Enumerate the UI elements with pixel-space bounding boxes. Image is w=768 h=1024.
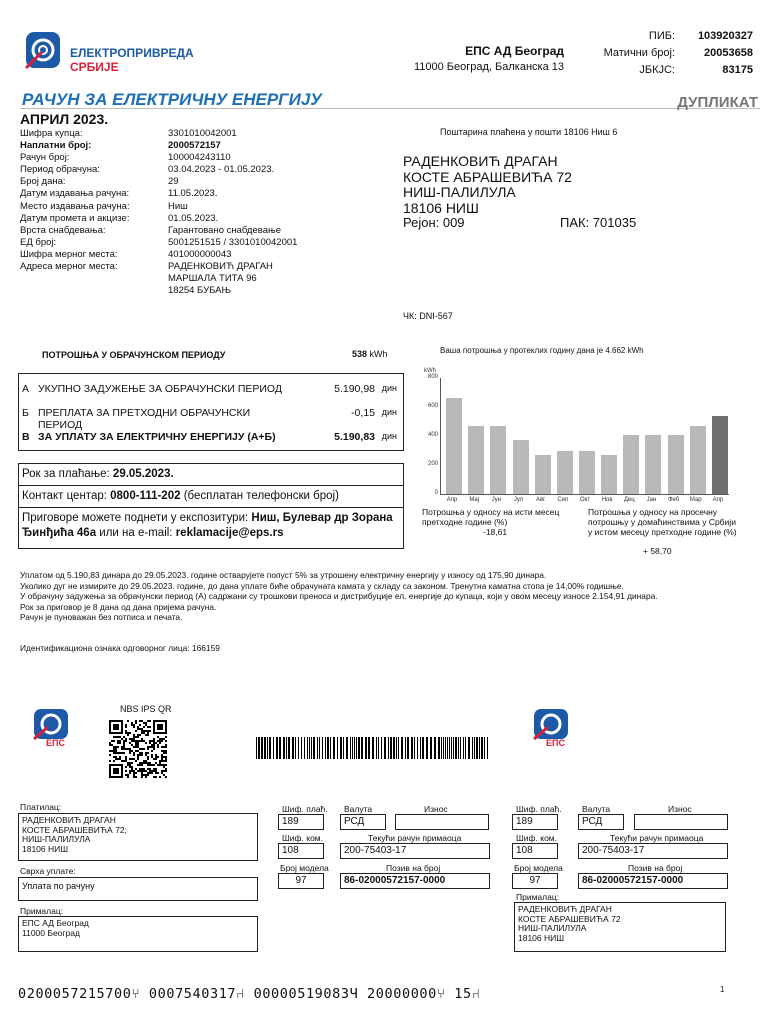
due-date: 29.05.2023.	[112, 468, 174, 480]
reference-field[interactable]: 86-02000572157-0000	[340, 873, 490, 889]
chart-y-tick: 0	[434, 490, 438, 496]
amount-field[interactable]	[395, 814, 489, 830]
chart-x-tick: Мар	[689, 497, 702, 503]
chart-y-tick: 400	[427, 432, 438, 438]
chart-bar	[601, 455, 617, 494]
qr-label: NBS IPS QR	[120, 704, 172, 714]
chart-bar	[579, 451, 595, 495]
detail-row	[20, 261, 297, 273]
detail-value: РАДЕНКОВИЋ ДРАГАН	[168, 261, 273, 273]
chart-bar	[645, 435, 661, 494]
eps-logo	[24, 28, 64, 72]
region: Рејон: 009	[403, 215, 465, 230]
detail-value: 100004243110	[168, 152, 231, 164]
receiver-line: ЕПС АД Београд	[22, 918, 89, 928]
detail-row	[20, 249, 297, 261]
currency-label-right: Валута	[582, 804, 611, 814]
detail-row	[20, 176, 297, 188]
chart-y-tick: 800	[427, 374, 438, 380]
chart-bar	[623, 435, 639, 494]
recipient-line2: КОСТЕ АБРАШЕВИЋА 72	[403, 168, 572, 185]
detail-value: Ниш	[168, 200, 188, 212]
consumption-chart	[418, 366, 730, 508]
chart-bar	[513, 440, 529, 494]
detail-row	[20, 188, 297, 200]
model-code-label-right: Шиф. ком.	[516, 833, 558, 843]
payer-box[interactable]	[18, 813, 258, 861]
detail-row	[20, 164, 297, 176]
payer-line: КОСТЕ АБРАШЕВИЋА 72;	[22, 824, 127, 835]
receiver-label: Прималац:	[20, 906, 64, 916]
company-ids	[575, 28, 753, 79]
model-field[interactable]: 97	[278, 873, 324, 889]
payer-line: РАДЕНКОВИЋ ДРАГАН	[22, 815, 116, 825]
note-line: Рачун је пуноважан без потписа и печата.	[20, 612, 183, 622]
compare-left-text: Потрошња у односу на исти месец претходне године (%)	[422, 507, 560, 527]
right-receiver-line: РАДЕНКОВИЋ ДРАГАН	[518, 904, 612, 914]
complaint-place2: Ђинђића 46а	[22, 527, 97, 539]
chart-bar	[668, 435, 684, 494]
consumption-label: ПОТРОШЊА У ОБРАЧУНСКОМ ПЕРИОДУ	[42, 350, 226, 360]
summary-row-b	[19, 407, 403, 431]
detail-row	[20, 273, 297, 285]
chart-bar	[468, 426, 484, 494]
chart-plot-area	[427, 374, 729, 503]
right-receiver-line: 18106 НИШ	[518, 932, 565, 943]
detail-value: Гарантовано снабдевање	[168, 224, 281, 236]
account-label-right: Текући рачун примаоца	[610, 833, 704, 843]
detail-value: 29	[168, 176, 179, 188]
purpose-value: Уплата по рачуну	[22, 881, 95, 891]
detail-label: Адреса мерног места:	[20, 261, 118, 273]
detail-label: ЕД број:	[20, 236, 57, 248]
detail-row	[20, 152, 297, 164]
chart-x-tick: Апр	[446, 497, 458, 503]
detail-label: Наплатни број:	[20, 140, 92, 152]
contact-phone: 0800-111-202	[110, 490, 181, 502]
contact-label: Контакт центар:	[22, 490, 107, 502]
ocr-line: 0200057215700⑂ 0007540317⑁ 00000519083Ч 20000000⑂ 15⑁	[18, 986, 481, 1002]
note-line: Уплатом од 5.190,83 динара до 29.05.2023. године остварујете попуст 5% за утрошену електричну енергију у износу од 175,90 динара.	[20, 570, 547, 580]
model-field-right[interactable]: 97	[512, 873, 558, 889]
detail-value: 18254 БУБАЊ	[168, 285, 232, 297]
detail-value: 5001251515 / 3301010042001	[168, 236, 298, 248]
ck-code: ЧК: DNI-567	[403, 311, 453, 321]
currency-label: Валута	[344, 804, 373, 814]
consumption-unit: kWh	[369, 349, 388, 359]
chart-bar	[690, 426, 706, 494]
payer-line: НИШ-ПАЛИЛУЛА	[22, 834, 91, 844]
chart-x-tick: Јан	[646, 497, 657, 503]
payment-code-label: Шиф. плаћ.	[282, 804, 328, 814]
chart-x-tick: Дец	[623, 497, 635, 503]
complaint-mid: или на e-mail:	[99, 527, 173, 539]
summary-box	[18, 373, 404, 451]
summary-row-c	[19, 431, 403, 443]
payer-line: 18106 НИШ	[22, 843, 69, 854]
purpose-box[interactable]	[18, 877, 258, 901]
billing-month: АПРИЛ 2023.	[20, 111, 109, 127]
purpose-label: Сврха уплате:	[20, 866, 76, 876]
chart-x-tick: Феб	[667, 497, 680, 503]
detail-value: 2000572157	[168, 140, 221, 152]
chart-x-tick: Јул	[513, 497, 524, 503]
compare-right-text: Потрошња у односу на просечну потрошњу у домаћинствима у Србији у истом месецу претходне године (%)	[588, 507, 737, 537]
eps-logo-text: ЕПС	[46, 738, 65, 748]
complaint-prefix: Приговоре можете поднети у експозитури:	[22, 512, 249, 524]
detail-value: 401000000043	[168, 248, 232, 260]
detail-value: 11.05.2023.	[168, 188, 218, 200]
detail-value: МАРШАЛА ТИТА 96	[168, 273, 257, 285]
compare-left-value: -18,61	[483, 527, 508, 537]
barcode	[256, 737, 490, 759]
payment-code-field[interactable]: 189	[278, 814, 324, 830]
due-label: Рок за плаћање:	[22, 468, 110, 480]
company-address: 11000 Београд, Балканска 13	[413, 61, 564, 73]
reference-label: Позив на број	[386, 863, 441, 873]
duplicate-label: ДУПЛИКАТ	[677, 94, 758, 111]
summary-letter: В	[22, 431, 30, 443]
payment-code-label-right: Шиф. плаћ.	[516, 804, 562, 814]
reference-field-right[interactable]: 86-02000572157-0000	[578, 873, 728, 889]
ips-qr-code[interactable]	[108, 716, 168, 800]
detail-value: 01.05.2023.	[168, 212, 219, 224]
detail-row	[20, 285, 297, 297]
receiver-box[interactable]	[18, 916, 258, 952]
detail-label: Датум издавања рачуна:	[20, 188, 130, 200]
eps-logo-text: ЕПС	[546, 738, 565, 748]
currency-field-right[interactable]: РСД	[578, 814, 624, 830]
summary-unit: дин	[381, 407, 397, 417]
payment-code-field-right[interactable]: 189	[512, 814, 558, 830]
payer-label: Платилац:	[20, 802, 62, 812]
detail-label: Шифра мерног места:	[20, 248, 118, 260]
customer-details	[20, 128, 297, 297]
contact-row	[19, 486, 403, 508]
summary-unit: дин	[381, 383, 397, 393]
page-title: РАЧУН ЗА ЕЛЕКТРИЧНУ ЕНЕРГИЈУ	[22, 90, 322, 109]
qr-pattern	[109, 720, 167, 778]
summary-unit: дин	[381, 431, 397, 441]
chart-x-tick: Нов	[601, 497, 613, 503]
amount-field-right[interactable]	[634, 814, 728, 830]
detail-label: Датум промета и акцизе:	[20, 212, 130, 224]
chart-bar	[490, 426, 506, 494]
summary-row-a	[19, 383, 403, 395]
id-mark: Идентификациона ознака одговорног лица: 166159	[20, 643, 220, 653]
chart-x-tick: Апр	[712, 497, 724, 503]
recipient-address	[403, 154, 572, 216]
chart-bar	[446, 398, 462, 494]
detail-value: 3301010042001	[168, 128, 237, 139]
mb-label: Матични број:	[603, 47, 675, 59]
summary-text: ЗА УПЛАТУ ЗА ЕЛЕКТРИЧНУ ЕНЕРГИЈУ (А+Б)	[38, 431, 276, 443]
summary-letter: А	[22, 383, 30, 395]
detail-row	[20, 213, 297, 225]
chart-bar	[712, 416, 728, 494]
account-field-right[interactable]: 200-75403-17	[578, 843, 728, 859]
detail-label: Врста снабдевања:	[20, 224, 106, 236]
summary-value: -0,15	[351, 407, 375, 419]
company-name: ЕПС АД Београд	[465, 44, 564, 58]
complaint-email[interactable]: reklamacije@eps.rs	[175, 527, 284, 539]
eps-logo-small-left	[32, 707, 70, 751]
detail-row	[20, 140, 297, 152]
model-label: Број модела	[280, 863, 329, 873]
chart-title: Ваша потрошња у протеклих годину дана је 4.662 kWh	[440, 346, 644, 355]
chart-x-tick: Јун	[491, 497, 502, 503]
detail-value: 03.04.2023 - 01.05.2023.	[168, 164, 275, 176]
recipient-line1: РАДЕНКОВИЋ ДРАГАН	[403, 153, 558, 169]
chart-bar	[535, 455, 551, 494]
summary-text: ПРЕПЛАТА ЗА ПРЕТХОДНИ ОБРАЧУНСКИ ПЕРИОД	[38, 407, 251, 431]
detail-label: Број дана:	[20, 176, 66, 188]
eps-logo-icon	[24, 28, 64, 72]
right-receiver-label: Прималац:	[516, 892, 560, 902]
currency-field[interactable]: РСД	[340, 814, 386, 830]
complaint-row	[19, 508, 403, 544]
reference-label-right: Позив на број	[628, 863, 683, 873]
detail-label: Рачун број:	[20, 152, 70, 164]
barcode-bars	[256, 737, 490, 759]
complaint-place: Ниш, Булевар др Зорана	[251, 512, 393, 524]
model-code-field[interactable]: 108	[278, 843, 324, 859]
chart-y-tick: 600	[427, 403, 438, 409]
chart-x-tick: Окт	[579, 497, 591, 503]
consumption-value: 538	[352, 349, 368, 359]
chart-bar	[557, 451, 573, 495]
detail-label	[20, 285, 168, 297]
recipient-line4: 18106 НИШ	[403, 199, 479, 216]
logo-line1: ЕЛЕКТРОПРИВРЕДА	[70, 46, 194, 60]
receiver-line: 11000 Београд	[22, 927, 80, 938]
detail-label: Период обрачуна:	[20, 164, 100, 176]
summary-value: 5.190,83	[334, 431, 375, 443]
detail-label: Место издавања рачуна:	[20, 200, 130, 212]
detail-row	[20, 237, 297, 249]
detail-label: Шифра купца:	[20, 128, 83, 139]
note-line: У обрачуну задужења за обрачунски период (А) садржани су трошкови преноса и дистрибуције ел. енергије до купаца, који у овом месецу износе 2.154,91 динара.	[20, 591, 658, 601]
eps-logo-small-right	[532, 707, 570, 751]
detail-row	[20, 225, 297, 237]
note-line: Уколико дуг не измирите до 29.05.2023. године, до дана уплате биће обрачуната камата у складу са законом. Тренутна каматна стопа је 14,00% годишње.	[20, 580, 624, 591]
amount-label-right: Износ	[668, 804, 692, 814]
chart-x-tick: Мај	[469, 497, 480, 503]
account-field[interactable]: 200-75403-17	[340, 843, 490, 859]
pak: ПАК: 701035	[560, 215, 637, 230]
chart-ylabel: kWh	[424, 368, 436, 374]
right-receiver-line: НИШ-ПАЛИЛУЛА	[518, 923, 587, 933]
info-box	[18, 463, 404, 549]
jbkjs-label: ЈБКЈС:	[639, 64, 675, 76]
recipient-line3: НИШ-ПАЛИЛУЛА	[403, 184, 516, 200]
summary-text: УКУПНО ЗАДУЖЕЊЕ ЗА ОБРАЧУНСКИ ПЕРИОД	[38, 383, 282, 395]
model-label-right: Број модела	[514, 863, 563, 873]
summary-value: 5.190,98	[334, 383, 375, 395]
chart-x-tick: Авг	[535, 497, 546, 503]
detail-label	[20, 273, 168, 285]
postage-note: Поштарина плаћена у пошти 18106 Ниш 6	[440, 127, 618, 137]
note-line: Рок за приговор је 8 дана од дана пријема рачуна.	[20, 601, 217, 612]
detail-row	[20, 201, 297, 213]
chart-x-tick: Сеп	[557, 497, 569, 503]
page-number: 1	[720, 985, 725, 994]
logo-line2: СРБИЈЕ	[70, 60, 119, 74]
consumption-amount	[352, 349, 388, 359]
account-label: Текући рачун примаоца	[368, 833, 462, 843]
model-code-field-right[interactable]: 108	[512, 843, 558, 859]
summary-letter: Б	[22, 407, 29, 419]
bill-notes	[20, 570, 760, 623]
mb-value: 20053658	[704, 47, 753, 59]
contact-note: (бесплатан телефонски број)	[183, 490, 339, 502]
due-row	[19, 464, 403, 486]
right-receiver-line: КОСТЕ АБРАШЕВИЋА 72	[518, 913, 621, 924]
pib-label: ПИБ:	[648, 30, 675, 42]
chart-y-tick: 200	[427, 461, 438, 467]
model-code-label: Шиф. ком.	[282, 833, 324, 843]
right-receiver-box[interactable]	[514, 902, 726, 952]
compare-right-value: + 58,70	[643, 546, 672, 556]
jbkjs-value: 83175	[722, 64, 753, 76]
detail-row	[20, 128, 297, 140]
amount-label: Износ	[424, 804, 448, 814]
pib-value: 103920327	[697, 30, 753, 42]
